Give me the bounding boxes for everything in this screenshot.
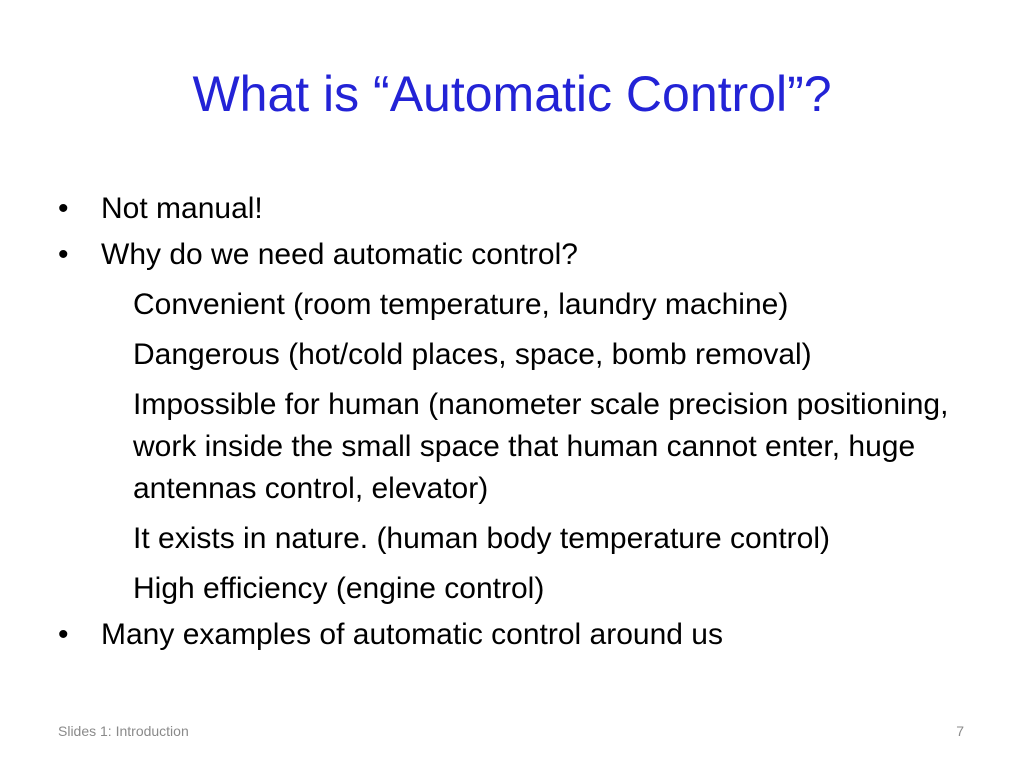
bullet-item: [58, 614, 978, 656]
bullet-text: Why do we need automatic control?: [101, 238, 578, 271]
sub-item-text: High efficiency (engine control): [133, 572, 545, 605]
bullet-item: [58, 234, 978, 276]
sub-item-text: It exists in nature. (human body temperature control): [133, 522, 831, 555]
bullet-dot-icon: •: [58, 192, 69, 225]
bullet-dot-icon: •: [58, 618, 69, 651]
slide-title: What is “Automatic Control”?: [192, 66, 832, 122]
sub-item: [58, 384, 958, 510]
sub-item: [58, 518, 978, 560]
sub-item: [58, 568, 978, 610]
sub-item-text: Impossible for human (nanometer scale precision positioning, work inside the small space that human cannot enter, huge antennas control, elevator): [133, 388, 949, 505]
bullet-item: [58, 188, 978, 230]
bullet-text: Not manual!: [101, 192, 263, 225]
bullet-dot-icon: •: [58, 238, 69, 271]
slide-body: [58, 184, 978, 656]
bullet-text: Many examples of automatic control around us: [101, 618, 723, 651]
footer-label: Slides 1: Introduction: [58, 723, 189, 739]
sub-item: [58, 284, 978, 326]
sub-item-text: Convenient (room temperature, laundry machine): [133, 288, 789, 321]
sub-item-text: Dangerous (hot/cold places, space, bomb removal): [133, 338, 812, 371]
sub-item: [58, 334, 978, 376]
page-number: 7: [956, 723, 964, 739]
